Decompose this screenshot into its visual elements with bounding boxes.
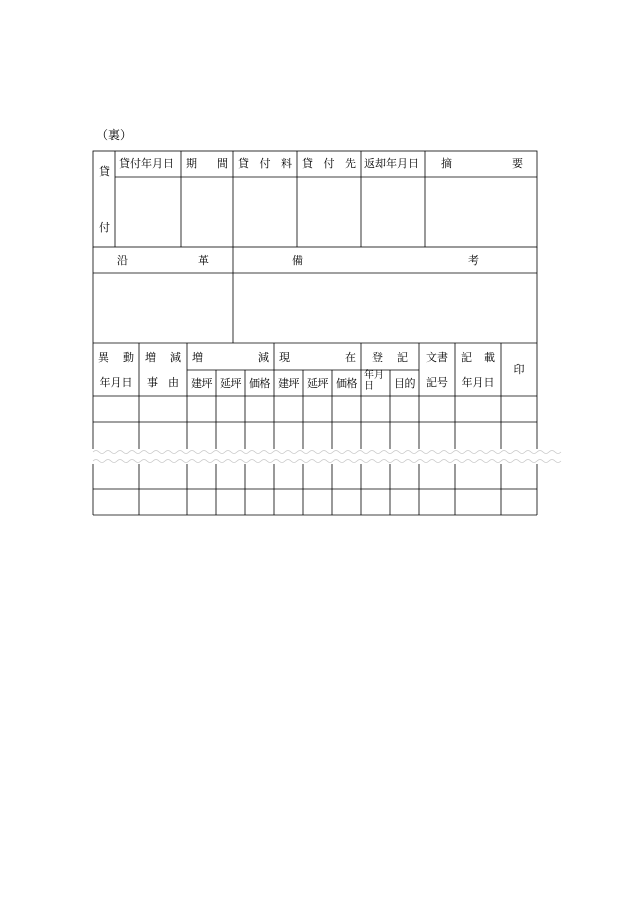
sub-header-touki-date: 年月日 (364, 370, 384, 392)
header-zougen-jiyu-sub: 事 由 (147, 376, 179, 389)
lending-side-label-bottom: 付 (99, 221, 110, 234)
header-idou-date: 年月日 (99, 376, 133, 389)
header-in: 印 (513, 363, 525, 376)
header-bunsho-kigou: 記号 (426, 376, 448, 389)
header-lend-date: 貸付年月日 (119, 157, 174, 170)
lending-side-label-top: 貸 (99, 165, 110, 178)
sub-header-tatetsubo-2: 建坪 (278, 377, 299, 390)
header-genzai: 現 在 (279, 351, 356, 364)
header-touki: 登 記 (372, 351, 408, 364)
sub-header-tatetsubo-1: 建坪 (191, 377, 212, 390)
header-summary: 摘 要 (441, 157, 523, 170)
header-enkaku: 沿 革 (117, 254, 209, 267)
header-biko: 備 考 (292, 254, 479, 267)
header-kisai-date: 年月日 (461, 376, 495, 389)
header-kisai: 記 載 (461, 351, 495, 364)
sub-header-touki-purpose: 目的 (394, 377, 415, 390)
header-bunsho: 文書 (426, 351, 448, 364)
header-zougen-jiyu: 増 減 (145, 351, 181, 364)
header-idou: 異 動 (98, 351, 134, 364)
header-period: 期 間 (186, 157, 228, 170)
header-lendee: 貸 付 先 (302, 157, 356, 170)
sub-header-kakaku-1: 価格 (249, 377, 270, 390)
header-return-date: 返却年月日 (364, 157, 419, 170)
sub-header-kakaku-2: 価格 (336, 377, 357, 390)
page-label: （裏） (96, 128, 133, 142)
header-zougen: 増 減 (192, 351, 269, 364)
sub-header-nobetsubo-1: 延坪 (220, 377, 241, 390)
table-break-lines (93, 451, 561, 463)
sub-header-nobetsubo-2: 延坪 (307, 377, 328, 390)
header-lend-fee: 貸 付 料 (238, 157, 292, 170)
